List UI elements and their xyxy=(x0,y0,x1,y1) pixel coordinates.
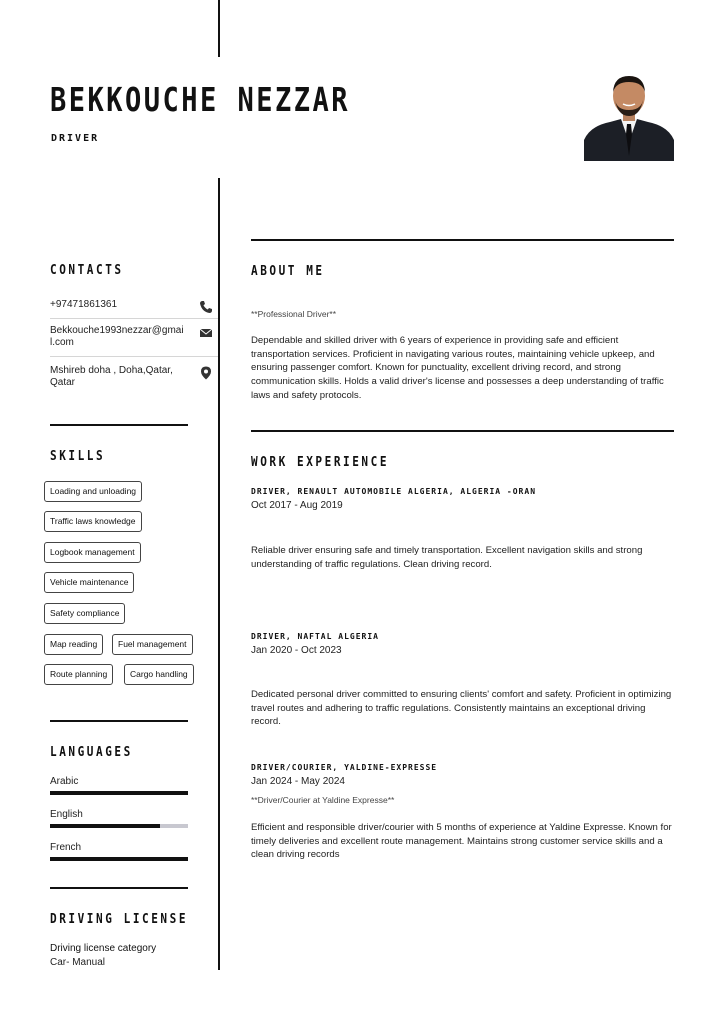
license-label: Driving license category xyxy=(50,943,157,954)
profile-photo-figure xyxy=(584,70,674,161)
profile-photo xyxy=(584,70,674,161)
phone-icon xyxy=(199,300,213,314)
job-title: DRIVER, RENAULT AUTOMOBILE ALGERIA, ALGERIA -ORAN xyxy=(251,487,537,496)
contacts-title: CONTACTS xyxy=(50,263,124,278)
license-value: Car- Manual xyxy=(50,957,106,968)
skill-tag: Route planning xyxy=(44,664,113,685)
job-title: DRIVER, NAFTAL ALGERIA xyxy=(251,632,379,641)
job-dates: Oct 2017 - Aug 2019 xyxy=(251,500,343,511)
column-divider-line xyxy=(218,178,220,970)
job-description: Dedicated personal driver committed to ensuring clients' comfort and safety. Proficient in optimizing travel routes and adhering to traffic regulations. Consistently maintains an exceptional driving record. xyxy=(251,689,672,728)
contact-separator xyxy=(50,356,218,357)
job-dates: Jan 2024 - May 2024 xyxy=(251,776,345,787)
language-name: Arabic xyxy=(50,776,79,787)
skill-tag: Cargo handling xyxy=(124,664,194,685)
contact-separator xyxy=(50,318,218,319)
map-pin-icon xyxy=(199,366,213,380)
section-divider xyxy=(251,239,674,241)
language-name: French xyxy=(50,842,82,853)
section-divider xyxy=(50,720,188,722)
skill-tag: Loading and unloading xyxy=(44,481,142,502)
skills-title: SKILLS xyxy=(50,449,106,464)
candidate-role: DRIVER xyxy=(51,133,100,144)
section-divider xyxy=(251,430,674,432)
job-description: Reliable driver ensuring safe and timely transportation. Excellent navigation skills and strong understanding of traffic regulations. Clean driving record. xyxy=(251,545,643,570)
section-divider xyxy=(50,887,188,889)
contact-email: Bekkouche1993nezzar@gmai l.com xyxy=(50,325,184,348)
envelope-icon xyxy=(199,326,213,340)
section-divider xyxy=(50,424,188,426)
skill-tag: Safety compliance xyxy=(44,603,125,624)
about-text: Dependable and skilled driver with 6 years of experience in providing safe and efficient transportation services. Proficient in navigating various routes, maintaining vehicle upkeep, and ensuring passenger comfort. Known for punctuality, excellent driving record, and strong communication skills. Holds a valid driver's license and possesses a deep understanding of traffic laws and safety protocols. xyxy=(251,335,664,401)
job-description: Efficient and responsible driver/courier with 5 months of experience at Yaldine Expresse. Known for timely deliveries and excellent route management. Maintains strong customer service skills and a clean driving records xyxy=(251,822,672,861)
language-level-fill xyxy=(50,857,188,861)
top-divider-line xyxy=(218,0,220,57)
language-level-fill xyxy=(50,824,160,828)
candidate-name: BEKKOUCHE NEZZAR xyxy=(50,80,351,119)
contact-phone: +97471861361 xyxy=(50,299,118,310)
skill-tag: Map reading xyxy=(44,634,103,655)
job-note: **Driver/Courier at Yaldine Expresse** xyxy=(251,795,395,805)
language-level-fill xyxy=(50,791,188,795)
languages-title: LANGUAGES xyxy=(50,745,133,760)
language-name: English xyxy=(50,809,83,820)
skill-tag: Vehicle maintenance xyxy=(44,572,134,593)
about-tagline: **Professional Driver** xyxy=(251,309,337,319)
skill-tag: Fuel management xyxy=(112,634,193,655)
license-title: DRIVING LICENSE xyxy=(50,912,189,927)
experience-title: WORK EXPERIENCE xyxy=(251,455,390,470)
skill-tag: Logbook management xyxy=(44,542,141,563)
skill-tag: Traffic laws knowledge xyxy=(44,511,142,532)
contact-address: Mshireb doha , Doha,Qatar, Qatar xyxy=(50,365,173,388)
job-title: DRIVER/COURIER, YALDINE-EXPRESSE xyxy=(251,763,438,772)
about-title: ABOUT ME xyxy=(251,264,325,279)
job-dates: Jan 2020 - Oct 2023 xyxy=(251,645,342,656)
